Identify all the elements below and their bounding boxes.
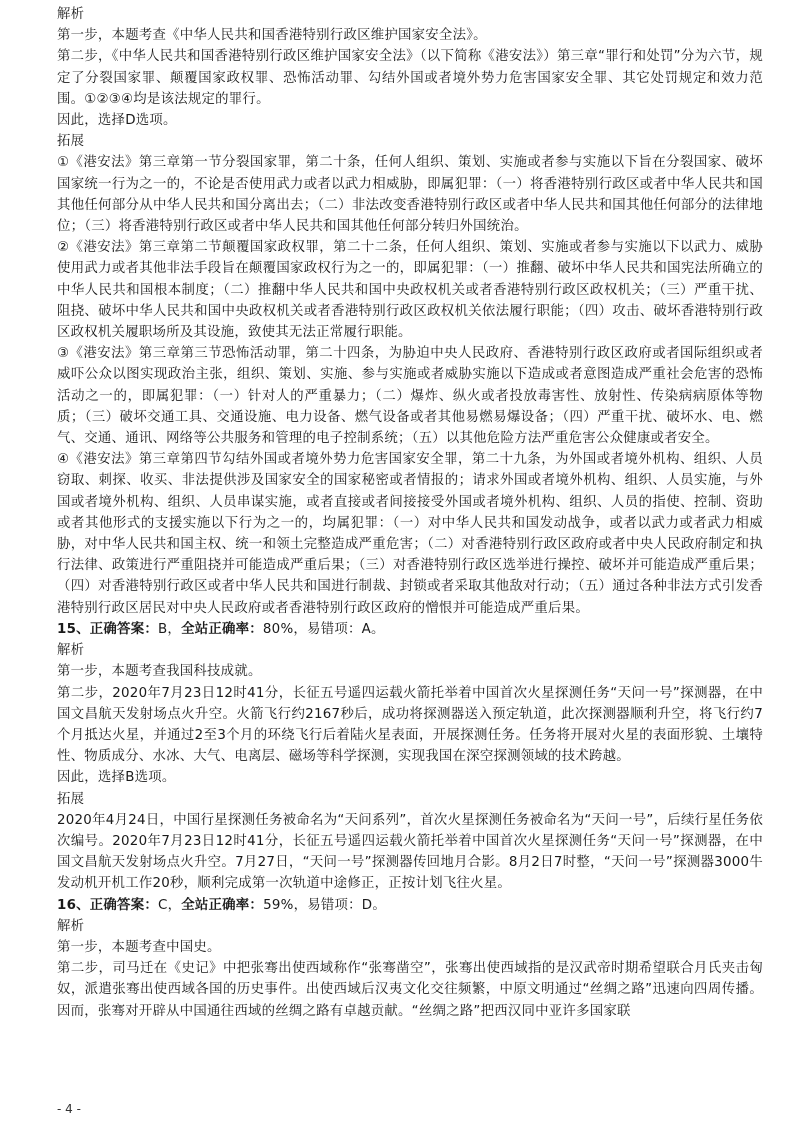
paragraph: 第二步，司马迁在《史记》中把张骞出使西域称作“张骞凿空”，张骞出使西域指的是汉武帝时期希望联合月氏夹击匈奴，派遣张骞出使西域各国的历史事件。出使西域后汉夷文化交往频繁，中原文明通过“丝绸之路”迅速向四周传播。因而，张骞对开辟从中国通往西域的丝绸之路有卓越贡献。“丝绸之路”把西汉同中亚许多国家联 [57,961,763,1019]
paragraph: ③《港安法》第三章第三节恐怖活动罪，第二十四条，为胁迫中央人民政府、香港特别行政区政府或者国际组织或者威吓公众以图实现政治主张，组织、策划、实施、参与实施或者威胁实施以下造成或者意图造成严重社会危害的恐怖活动之一的，即属犯罪：（一）针对人的严重暴力；（二）爆炸、纵火或者投放毒害性、放射性、传染病病原体等物质；（三）破坏交通工具、交通设施、电力设备、燃气设备或者其他易燃易爆设备；（四）严重干扰、破坏水、电、燃气、交通、通讯、网络等公共服务和管理的电子控制系统；（五）以其他危险方法严重危害公众健康或者安全。 [57,346,763,447]
accuracy-value: 80%，易错项：A。 [262,621,385,637]
paragraph: 2020年4月24日，中国行星探测任务被命名为“天问系列”，首次火星探测任务被命名为“天问一号”，后续行星任务依次编号。2020年7月23日12时41分，长征五号遥四运载火箭托举着中国首次火星探测任务“天问一号”探测器，在中国文昌航天发射场点火升空。7月27日，“天问一号”探测器传回地月合影。8月2日7时整，“天问一号”探测器3000牛发动机开机工作20秒，顺利完成第一次轨道中途修正，正按计划飞往火星。 [57,812,763,892]
paragraph: 第二步，2020年7月23日12时41分，长征五号遥四运载火箭托举着中国首次火星探测任务“天问一号”探测器，在中国文昌航天发射场点火升空。火箭飞行约2167秒后，成功将探测器送入预定轨道，此次探测器顺利升空，将飞行约7个月抵达火星，并通过2至3个月的环绕飞行后着陆火星表面，开展探测任务。任务将开展对火星的表面形貌、土壤特性、物质成分、水冰、大气、电离层、磁场等科学探测，实现我国在深空探测领域的技术跨越。 [57,685,763,765]
paragraph: 第一步，本题考查中国史。 [57,939,221,955]
answer-value: B， [157,621,182,637]
accuracy-label: 全站正确率： [181,621,263,637]
paragraph: ②《港安法》第三章第二节颠覆国家政权罪，第二十二条，任何人组织、策划、实施或者参与实施以下以武力、威胁使用武力或者其他非法手段旨在颠覆国家政权行为之一的，即属犯罪：（一）推翻、破坏中华人民共和国宪法所确立的中华人民共和国根本制度；（二）推翻中华人民共和国中央政权机关或者香港特别行政区政权机关；（三）严重干扰、阻挠、破坏中华人民共和国中央政权机关或者香港特别行政区政权机关依法履行职能；（四）攻击、破坏香港特别行政区政权机关履职场所及其设施，致使其无法正常履行职能。 [57,240,763,341]
paragraph: 因此，选择D选项。 [57,113,177,129]
paragraph: ①《港安法》第三章第一节分裂国家罪，第二十条，任何人组织、策划、实施或者参与实施以下旨在分裂国家、破坏国家统一行为之一的，不论是否使用武力或者以武力相威胁，即属犯罪：（一）将香港特别行政区或者中华人民共和国其他任何部分从中华人民共和国分离出去；（二）非法改变香港特别行政区或者中华人民共和国其他任何部分的法律地位；（三）将香港特别行政区或者中华人民共和国其他任何部分转归外国统治。 [57,155,763,235]
section-label: 拓展 [57,791,85,807]
answer-line [57,895,763,916]
paragraph: 因此，选择B选项。 [57,770,176,786]
section-label: 解析 [57,643,85,659]
answer-value: C， [157,897,182,913]
accuracy-label: 全站正确率： [181,897,264,913]
paragraph: 第二步，《中华人民共和国香港特别行政区维护国家安全法》（以下简称《港安法》）第三章“罪行和处罚”分为六节，规定了分裂国家罪、颠覆国家政权罪、恐怖活动罪、勾结外国或者境外势力危害国家安全罪、其它处罚规定和效力范围。①②③④均是该法规定的罪行。 [57,49,763,107]
section-label: 拓展 [57,134,85,150]
paragraph: ④《港安法》第三章第四节勾结外国或者境外势力危害国家安全罪，第二十九条，为外国或者境外机构、组织、人员窃取、刺探、收买、非法提供涉及国家安全的国家秘密或者情报的；请求外国或者境外机构、组织、人员实施，与外国或者境外机构、组织、人员串谋实施，或者直接或者间接接受外国或者境外机构、组织、人员的指使、控制、资助或者其他形式的支援实施以下行为之一的，均属犯罪：（一）对中华人民共和国发动战争，或者以武力或者武力相威胁，对中华人民共和国主权、统一和领土完整造成严重危害；（二）对香港特别行政区政府或者中央人民政府制定和执行法律、政策进行严重阻挠并可能造成严重后果；（三）对香港特别行政区选举进行操控、破坏并可能造成严重后果；（四）对香港特别行政区或者中华人民共和国进行制裁、封锁或者采取其他敌对行动；（五）通过各种非法方式引发香港特别行政区居民对中央人民政府或者香港特别行政区政府的憎恨并可能造成严重后果。 [57,452,763,616]
paragraph: 第一步，本题考查我国科技成就。 [57,664,262,680]
answer-label: 15、正确答案： [57,621,158,637]
accuracy-value: 59%，易错项：D。 [263,897,386,913]
section-label: 解析 [57,7,85,22]
page-number: - 4 - [57,1102,81,1116]
paragraph: 第一步，本题考查《中华人民共和国香港特别行政区维护国家安全法》。 [57,28,487,44]
answer-label: 16、正确答案： [57,897,158,913]
section-label: 解析 [57,918,85,934]
document-page [57,4,763,1022]
answer-line [57,619,763,640]
